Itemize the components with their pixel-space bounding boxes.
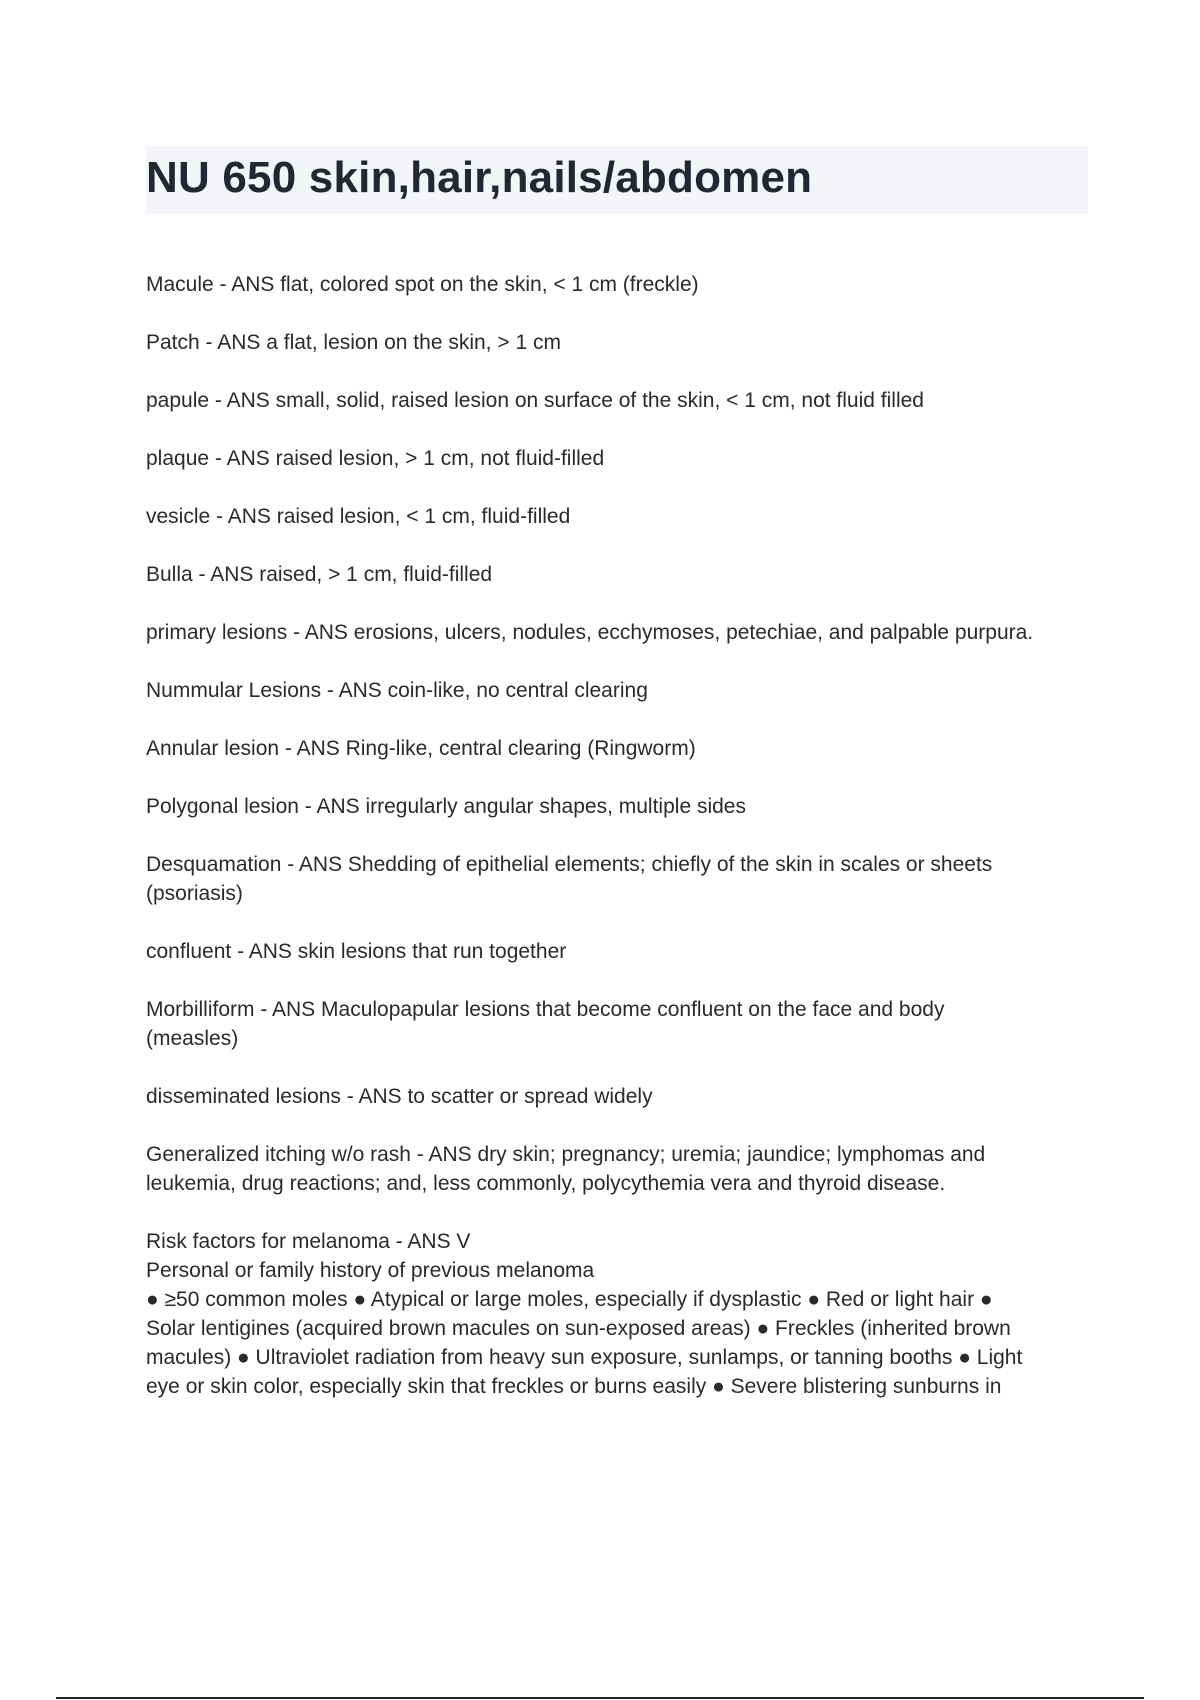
entry-text-line: Bulla - ANS raised, > 1 cm, fluid-filled bbox=[146, 563, 493, 586]
entry-text-line: (measles) bbox=[146, 1027, 239, 1050]
flashcard-entry bbox=[146, 1227, 1091, 1401]
flashcard-entry bbox=[146, 502, 1091, 531]
flashcard-entry bbox=[146, 560, 1091, 589]
entry-text-line: Patch - ANS a flat, lesion on the skin, > 1 cm bbox=[146, 331, 561, 354]
flashcard-entry bbox=[146, 270, 1091, 299]
entry-text-line: primary lesions - ANS erosions, ulcers, nodules, ecchymoses, petechiae, and palpable purpura. bbox=[146, 621, 1034, 644]
flashcard-entry bbox=[146, 328, 1091, 357]
entry-text-line: Morbilliform - ANS Maculopapular lesions that become confluent on the face and body bbox=[146, 998, 945, 1021]
entry-text-line: Solar lentigines (acquired brown macules on sun-exposed areas) ● Freckles (inherited brown bbox=[146, 1317, 1011, 1340]
entry-text-line: macules) ● Ultraviolet radiation from heavy sun exposure, sunlamps, or tanning booths ● Light bbox=[146, 1346, 1023, 1369]
entry-text-line: ● ≥50 common moles ● Atypical or large moles, especially if dysplastic ● Red or light hair ● bbox=[146, 1288, 993, 1311]
flashcard-entry bbox=[146, 937, 1091, 966]
entry-text-line: vesicle - ANS raised lesion, < 1 cm, fluid-filled bbox=[146, 505, 571, 528]
title-banner bbox=[146, 146, 1088, 214]
entry-text-line: eye or skin color, especially skin that freckles or burns easily ● Severe blistering sunburns in bbox=[146, 1375, 1002, 1398]
flashcard-entry bbox=[146, 1140, 1091, 1198]
flashcard-entry bbox=[146, 618, 1091, 647]
entry-text-line: papule - ANS small, solid, raised lesion on surface of the skin, < 1 cm, not fluid filled bbox=[146, 389, 924, 412]
entry-text-line: confluent - ANS skin lesions that run together bbox=[146, 940, 567, 963]
entry-text-line: Nummular Lesions - ANS coin-like, no central clearing bbox=[146, 679, 648, 702]
entry-text-line: Personal or family history of previous melanoma bbox=[146, 1259, 595, 1282]
document-title: NU 650 skin,hair,nails/abdomen bbox=[146, 153, 813, 202]
entry-text-line: Generalized itching w/o rash - ANS dry skin; pregnancy; uremia; jaundice; lymphomas and bbox=[146, 1143, 986, 1166]
flashcard-entry bbox=[146, 850, 1091, 908]
entry-text-line: leukemia, drug reactions; and, less commonly, polycythemia vera and thyroid disease. bbox=[146, 1172, 946, 1195]
entry-text-line: Annular lesion - ANS Ring-like, central clearing (Ringworm) bbox=[146, 737, 696, 760]
entry-text-line: Desquamation - ANS Shedding of epithelial elements; chiefly of the skin in scales or sheets bbox=[146, 853, 993, 876]
entry-text-line: Polygonal lesion - ANS irregularly angular shapes, multiple sides bbox=[146, 795, 746, 818]
entry-text-line: (psoriasis) bbox=[146, 882, 243, 905]
entry-text-line: plaque - ANS raised lesion, > 1 cm, not fluid-filled bbox=[146, 447, 605, 470]
entry-text-line: Risk factors for melanoma - ANS V bbox=[146, 1230, 471, 1253]
entry-text-line: disseminated lesions - ANS to scatter or spread widely bbox=[146, 1085, 653, 1108]
entry-text-line: Macule - ANS flat, colored spot on the skin, < 1 cm (freckle) bbox=[146, 273, 699, 296]
flashcard-list bbox=[146, 270, 1091, 1430]
flashcard-entry bbox=[146, 444, 1091, 473]
flashcard-entry bbox=[146, 792, 1091, 821]
flashcard-entry bbox=[146, 1082, 1091, 1111]
flashcard-entry bbox=[146, 386, 1091, 415]
footer-divider bbox=[56, 1697, 1144, 1699]
flashcard-entry bbox=[146, 676, 1091, 705]
flashcard-entry bbox=[146, 734, 1091, 763]
flashcard-entry bbox=[146, 995, 1091, 1053]
